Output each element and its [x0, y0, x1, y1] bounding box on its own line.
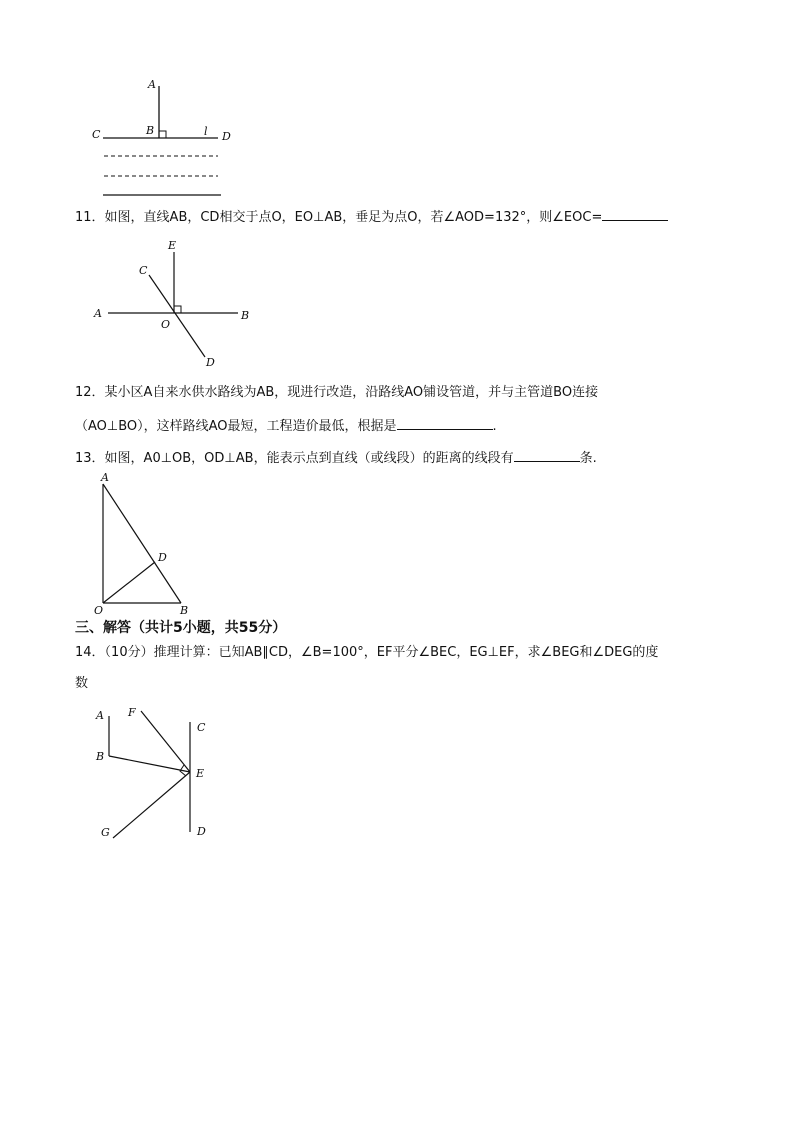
label-C: C: [197, 721, 206, 734]
label-l: l: [204, 125, 208, 138]
figure-q11: [0, 230, 794, 370]
question-number: 14．: [75, 645, 105, 660]
label-A: A: [96, 709, 104, 722]
question-text: 某小区A自来水供水路线为AB，现进行改造，沿路线AO铺设管道，并与主管道BO连接: [104, 385, 599, 400]
question-text: （AO⊥BO），这样路线AO最短，工程造价最低，根据是: [75, 419, 397, 434]
label-D: D: [206, 356, 215, 369]
question-number: 13．: [75, 451, 105, 466]
label-C: C: [92, 128, 101, 141]
label-E: E: [196, 767, 205, 780]
figure-perpendicular-lines: [0, 0, 794, 210]
question-number: 11．: [75, 210, 105, 225]
label-D: D: [197, 825, 206, 838]
label-O: O: [94, 604, 104, 617]
label-O: O: [161, 318, 171, 331]
question-text: 数: [75, 676, 89, 691]
answer-blank[interactable]: [602, 206, 668, 221]
question-text-end: .: [492, 419, 497, 434]
label-A: A: [101, 471, 109, 484]
label-F: F: [128, 706, 136, 719]
label-G: G: [101, 826, 110, 839]
label-B: B: [241, 309, 250, 322]
question-text: 如图，直线AB，CD相交于点O，EO⊥AB，垂足为点O，若∠AOD=132°，则∠EOC=: [104, 210, 603, 225]
label-B: B: [146, 124, 155, 137]
question-12-line2: [75, 415, 497, 436]
question-14-line1: [75, 644, 658, 662]
figure-q13: [0, 470, 794, 620]
question-12-line1: [75, 384, 598, 402]
label-C: C: [139, 264, 148, 277]
label-E: E: [168, 239, 177, 252]
figure-q14: [0, 700, 794, 850]
question-number: 12．: [75, 385, 105, 400]
question-text: （10分）推理计算：已知AB∥CD，∠B=100°，EF平分∠BEC，EG⊥EF，求∠BEG和∠DEG的度: [104, 645, 659, 660]
label-A: A: [94, 307, 102, 320]
question-11: [75, 206, 668, 227]
question-text-end: 条.: [579, 451, 597, 466]
answer-blank[interactable]: [397, 415, 493, 430]
label-B: B: [180, 604, 189, 617]
label-D: D: [222, 130, 231, 143]
label-B: B: [96, 750, 105, 763]
label-D: D: [158, 551, 167, 564]
label-A: A: [148, 78, 156, 91]
question-13: [75, 447, 597, 468]
answer-blank[interactable]: [514, 447, 580, 462]
question-text: 如图，A0⊥OB，OD⊥AB，能表示点到直线（或线段）的距离的线段有: [104, 451, 514, 466]
section-title: 三、解答（共计5小题，共55分）: [75, 620, 287, 636]
question-14-line2: [75, 675, 88, 693]
